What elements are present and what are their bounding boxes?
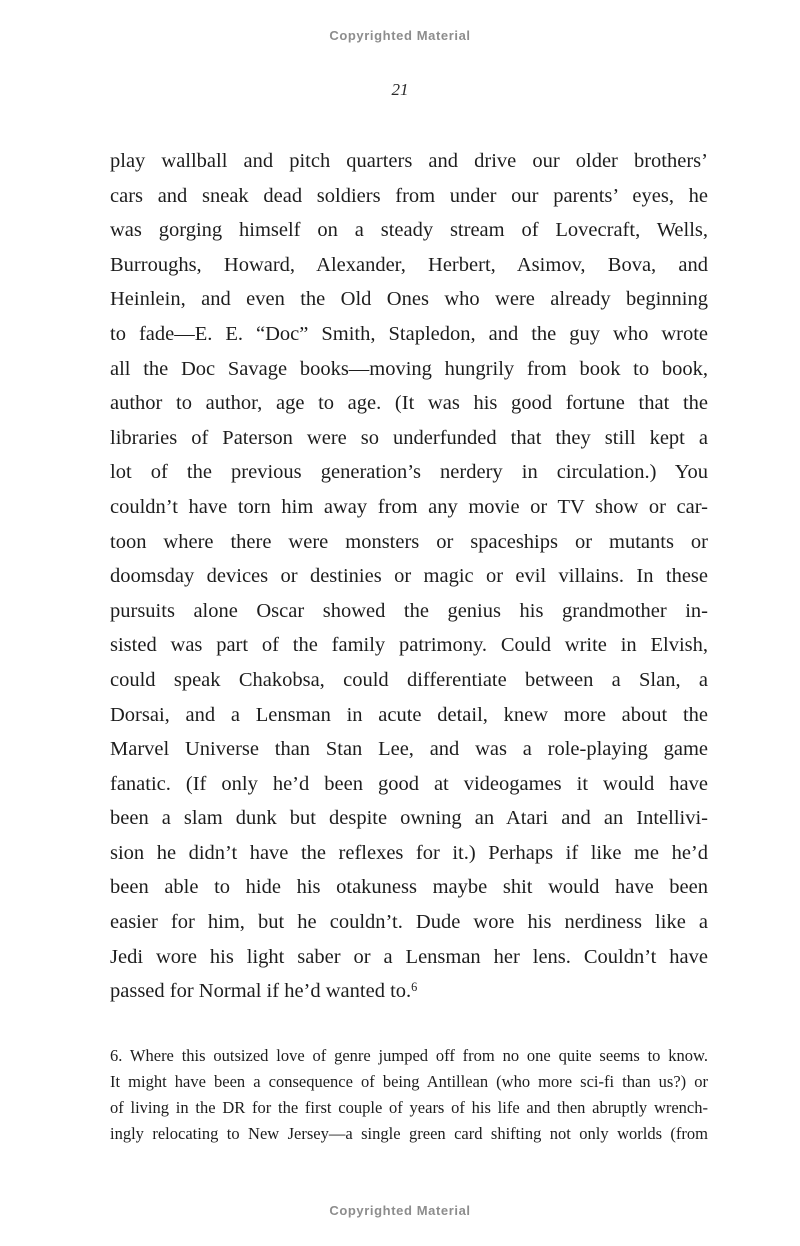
text-line: couldn’t have torn him away from any movie or TV show or car- xyxy=(110,495,708,518)
text-line: been able to hide his otakuness maybe shit would have been xyxy=(110,876,708,899)
text-line: sisted was part of the family patrimony. Could write in Elvish, xyxy=(110,634,708,657)
body-lines xyxy=(110,144,708,974)
text-line: fanatic. (If only he’d been good at videogames it would have xyxy=(110,772,708,795)
text-line: Burroughs, Howard, Alexander, Herbert, Asimov, Bova, and xyxy=(110,253,708,276)
copyright-notice-top: Copyrighted Material xyxy=(329,28,471,43)
text-line: was gorging himself on a steady stream of Lovecraft, Wells, xyxy=(110,219,708,242)
body-last-line-text: passed for Normal if he’d wanted to. xyxy=(110,980,412,1003)
text-line: cars and sneak dead soldiers from under our parents’ eyes, he xyxy=(110,184,708,207)
text-line: pursuits alone Oscar showed the genius his grandmother in- xyxy=(110,599,708,622)
text-line: all the Doc Savage books—moving hungrily from book to book, xyxy=(110,357,708,380)
body-paragraph xyxy=(110,144,708,1009)
text-line: lot of the previous generation’s nerdery in circulation.) You xyxy=(110,461,708,484)
text-line: 6. Where this outsized love of genre jumped off from no one quite seems to know. xyxy=(110,1046,708,1065)
page-number: 21 xyxy=(391,80,409,99)
text-line: Jedi wore his light saber or a Lensman her lens. Couldn’t have xyxy=(110,945,708,968)
text-line: to fade—E. E. “Doc” Smith, Stapledon, and the guy who wrote xyxy=(110,322,708,345)
footnote-block xyxy=(110,1043,708,1147)
body-last-line xyxy=(110,974,708,1009)
text-line: play wallball and pitch quarters and drive our older brothers’ xyxy=(110,150,708,172)
text-line: could speak Chakobsa, could differentiate between a Slan, a xyxy=(110,668,708,691)
text-line: Dorsai, and a Lensman in acute detail, knew more about the xyxy=(110,703,708,726)
text-line: doomsday devices or destinies or magic or evil villains. In these xyxy=(110,565,708,588)
text-line: author to author, age to age. (It was his good fortune that the xyxy=(110,392,708,415)
text-line: libraries of Paterson were so underfunded that they still kept a xyxy=(110,426,708,449)
footnote-reference: 6 xyxy=(411,980,418,995)
text-line: It might have been a consequence of being Antillean (who more sci-fi than us?) or xyxy=(110,1072,708,1091)
footnote-lines xyxy=(110,1043,708,1147)
text-line: of living in the DR for the first couple of years of his life and then abruptly wrench- xyxy=(110,1098,708,1117)
text-line: Heinlein, and even the Old Ones who were already beginning xyxy=(110,288,708,311)
text-line: Marvel Universe than Stan Lee, and was a role-playing game xyxy=(110,738,708,761)
text-line: ingly relocating to New Jersey—a single green card shifting not only worlds (from xyxy=(110,1124,708,1143)
text-line: been a slam dunk but despite owning an Atari and an Intellivi- xyxy=(110,807,708,830)
text-line: sion he didn’t have the reflexes for it.) Perhaps if like me he’d xyxy=(110,841,708,864)
text-line: toon where there were monsters or spaceships or mutants or xyxy=(110,530,708,553)
text-line: easier for him, but he couldn’t. Dude wore his nerdiness like a xyxy=(110,911,708,934)
copyright-notice-bottom: Copyrighted Material xyxy=(329,1203,471,1218)
